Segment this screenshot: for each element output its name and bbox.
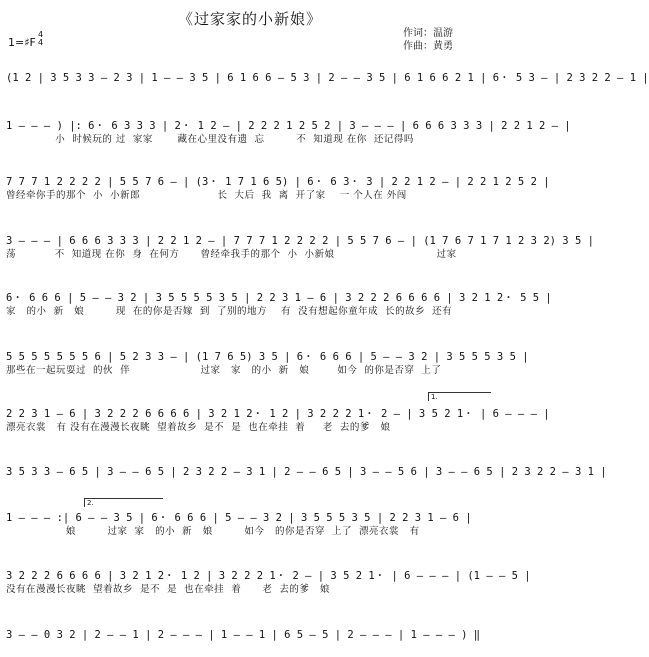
notation-line: 2 2 3 1 – 6 | 3 2 2 2 6 6 6 6 | 3 2 1 2・ 1 2 | 3 2 2 2 1・ 2 – | 3 5 2 1・ | 6 – – – | xyxy=(6,408,550,420)
score-row xyxy=(6,465,607,492)
lyrics-line: 漂亮衣裳 有 没有在漫漫长夜眺 望着故乡 是不 是 也在牵挂 着 老 去的爹 娘 xyxy=(6,422,391,433)
score-row xyxy=(6,71,649,98)
lyrics-line: 家 的小 新 娘 现 在的你是否嫁 到 了别的地方 有 没有想起你童年成 长的故乡 还有 xyxy=(6,306,453,317)
lyrics-line: 曾经牵你手的那个 小 小新郎 长 大后 我 离 开了家 一 个人在 外闯 xyxy=(6,190,407,201)
score-row xyxy=(6,350,529,377)
volta-second-ending: 2. xyxy=(84,498,163,507)
key-signature: 1=♯F xyxy=(8,36,36,49)
score-row xyxy=(6,175,550,202)
score-row xyxy=(6,569,531,596)
meter-top: 4 xyxy=(38,30,44,39)
meter-bottom: 4 xyxy=(38,38,44,47)
lyrics-line xyxy=(6,642,494,655)
lyrics-line xyxy=(6,479,494,492)
song-title: 《过家家的小新娘》 xyxy=(177,10,322,28)
notation-line: 5 5 5 5 5 5 5 6 | 5 2 3 3 – | (1 7 6 5) 3 5 | 6・ 6 6 6 | 5 – – 3 2 | 3 5 5 5 3 5 | xyxy=(6,351,529,363)
volta-first-ending: 1. xyxy=(428,392,491,401)
lyrics-line: 荡 不 知道现 在你 身 在何方 曾经牵我手的那个 小 小新娘 过家 xyxy=(6,249,457,260)
score-row xyxy=(6,628,494,655)
credits xyxy=(403,27,453,53)
time-signature xyxy=(38,31,43,47)
score-row xyxy=(6,511,494,538)
score-row xyxy=(6,407,550,434)
lyrics-line: 那些在一起玩耍过 的伙 伴 过家 家 的小 新 娘 如今 的你是否穿 上了 xyxy=(6,365,442,376)
score-row xyxy=(6,234,594,261)
composer-credit: 作曲：黄勇 xyxy=(403,41,453,52)
notation-line: 6・ 6 6 6 | 5 – – 3 2 | 3 5 5 5 5 3 5 | 2 2 3 1 – 6 | 3 2 2 2 6 6 6 6 | 3 2 1 2・ 5 5 | xyxy=(6,292,552,304)
notation-line: 1 – – – ) |: 6・ 6 3 3 3 | 2・ 1 2 – | 2 2 2 1 2 5 2 | 3 – – – | 6 6 6 3 3 3 | 2 2 1 2 – | xyxy=(6,120,571,132)
lyrics-line: 小 时候玩的 过 家家 藏在心里没有遗 忘 不 知道现 在你 还记得吗 xyxy=(6,134,414,145)
notation-line: 3 – – – | 6 6 6 3 3 3 | 2 2 1 2 – | 7 7 7 1 2 2 2 2 | 5 5 7 6 – | (1 7 6 7 1 7 1 2 3 2) 3 5 | xyxy=(6,235,594,247)
lyrics-line: 娘 过家 家 的小 新 娘 如今 的你是否穿 上了 漂亮衣裳 有 xyxy=(6,526,420,537)
score-row xyxy=(6,291,552,318)
score-row xyxy=(6,119,571,146)
notation-line: 1 – – – :| 6 – – 3 5 | 6・ 6 6 6 | 5 – – 3 2 | 3 5 5 5 3 5 | 2 2 3 1 – 6 | xyxy=(6,512,472,524)
notation-line: 3 5 3 3 – 6 5 | 3 – – 6 5 | 2 3 2 2 – 3 1 | 2 – – 6 5 | 3 – – 5 6 | 3 – – 6 5 | 2 3 2 2 – 3 1 | xyxy=(6,466,607,478)
lyrics-line xyxy=(6,85,494,98)
notation-line: 3 – – 0 3 2 | 2 – – 1 | 2 – – – | 1 – – 1 | 6 5 – 5 | 2 – – – | 1 – – – ) ‖ xyxy=(6,629,481,641)
notation-line: 3 2 2 2 6 6 6 6 | 3 2 1 2・ 1 2 | 3 2 2 2 1・ 2 – | 3 5 2 1・ | 6 – – – | (1 – – 5 | xyxy=(6,570,531,582)
lyricist-credit: 作词：温游 xyxy=(403,28,453,39)
lyrics-line: 没有在漫漫长夜眺 望着故乡 是不 是 也在牵挂 着 老 去的爹 娘 xyxy=(6,584,330,595)
notation-line: (1 2 | 3 5 3 3 – 2 3 | 1 – – 3 5 | 6 1 6 6 – 5 3 | 2 – – 3 5 | 6 1 6 6 2 1 | 6・ 5 3 – | 2 3 2 2 – 1 | xyxy=(6,72,649,84)
notation-line: 7 7 7 1 2 2 2 2 | 5 5 7 6 – | (3・ 1 7 1 6 5) | 6・ 6 3・ 3 | 2 2 1 2 – | 2 2 1 2 5 2 | xyxy=(6,176,550,188)
